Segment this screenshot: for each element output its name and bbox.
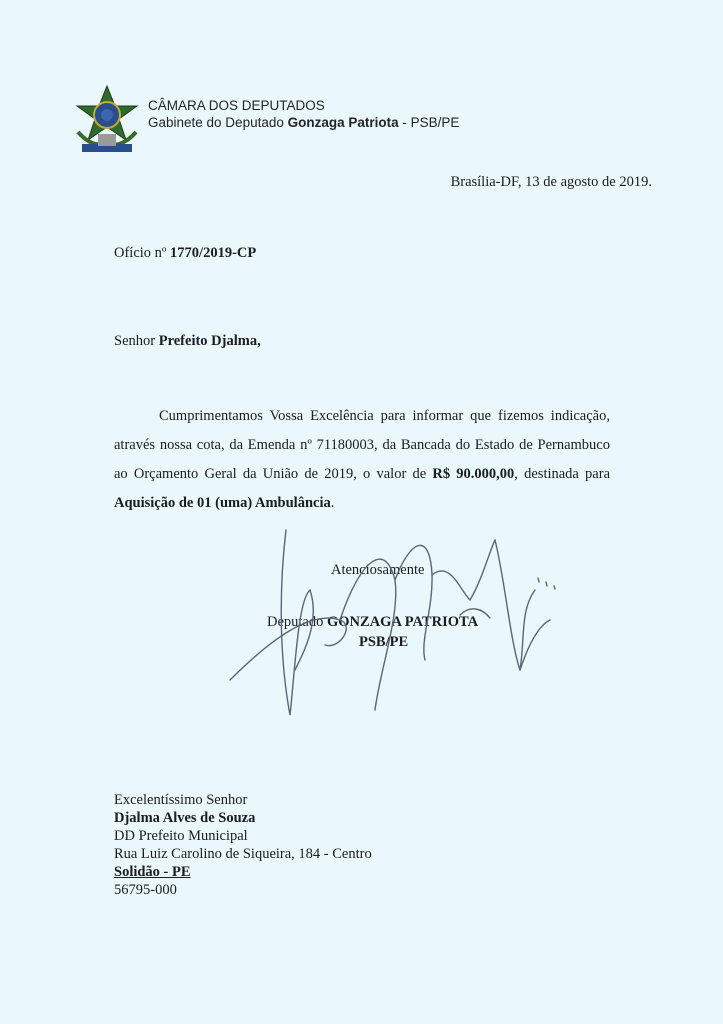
letterhead bbox=[148, 97, 459, 131]
institution-name: CÂMARA DOS DEPUTADOS bbox=[148, 98, 325, 113]
body-part1: Cumprimentamos Vossa Excelência para informar que fizemos indicação, através nossa cota, da Emenda nº 71180003, da Bancada do Estado de Pernambuco ao Orçamento Geral da União de 2019, o valor de bbox=[114, 408, 610, 482]
recipient-city: Solidão - PE bbox=[114, 864, 191, 880]
recipient-address bbox=[114, 791, 372, 899]
recipient-zip: 56795-000 bbox=[114, 882, 177, 898]
recipient-name: Djalma Alves de Souza bbox=[114, 810, 256, 826]
reference-prefix: Ofício nº bbox=[114, 245, 167, 261]
recipient-role: DD Prefeito Municipal bbox=[114, 828, 248, 844]
reference-number: 1770/2019-CP bbox=[170, 245, 257, 261]
signature-party: PSB/PE bbox=[359, 634, 409, 650]
handwritten-signature bbox=[220, 520, 560, 730]
body-part2: , destinada para bbox=[514, 466, 611, 482]
recipient-street: Rua Luiz Carolino de Siqueira, 184 - Centro bbox=[114, 846, 372, 862]
letter-body bbox=[114, 402, 610, 518]
signature-prefix: Deputado bbox=[267, 614, 324, 630]
signature-deputy-name: GONZAGA PATRIOTA bbox=[327, 614, 479, 630]
office-line bbox=[148, 114, 459, 131]
office-prefix: Gabinete do Deputado bbox=[148, 115, 284, 130]
body-amount: R$ 90.000,00 bbox=[432, 466, 515, 482]
party-suffix: - PSB/PE bbox=[402, 115, 460, 130]
greeting-title: Prefeito Djalma bbox=[158, 333, 258, 349]
brazil-coat-of-arms-icon bbox=[72, 84, 142, 158]
body-end: . bbox=[330, 495, 335, 511]
greeting-prefix: Senhor bbox=[114, 333, 156, 349]
reference-line bbox=[114, 245, 256, 262]
deputy-name: Gonzaga Patriota bbox=[287, 115, 399, 130]
greeting-suffix: , bbox=[257, 333, 261, 349]
greeting bbox=[114, 333, 261, 350]
body-purpose: Aquisição de 01 (uma) Ambulância bbox=[114, 495, 331, 511]
recipient-salutation: Excelentíssimo Senhor bbox=[114, 792, 248, 808]
date-line: Brasília-DF, 13 de agosto de 2019. bbox=[450, 174, 652, 190]
closing: Atenciosamente bbox=[331, 562, 425, 578]
